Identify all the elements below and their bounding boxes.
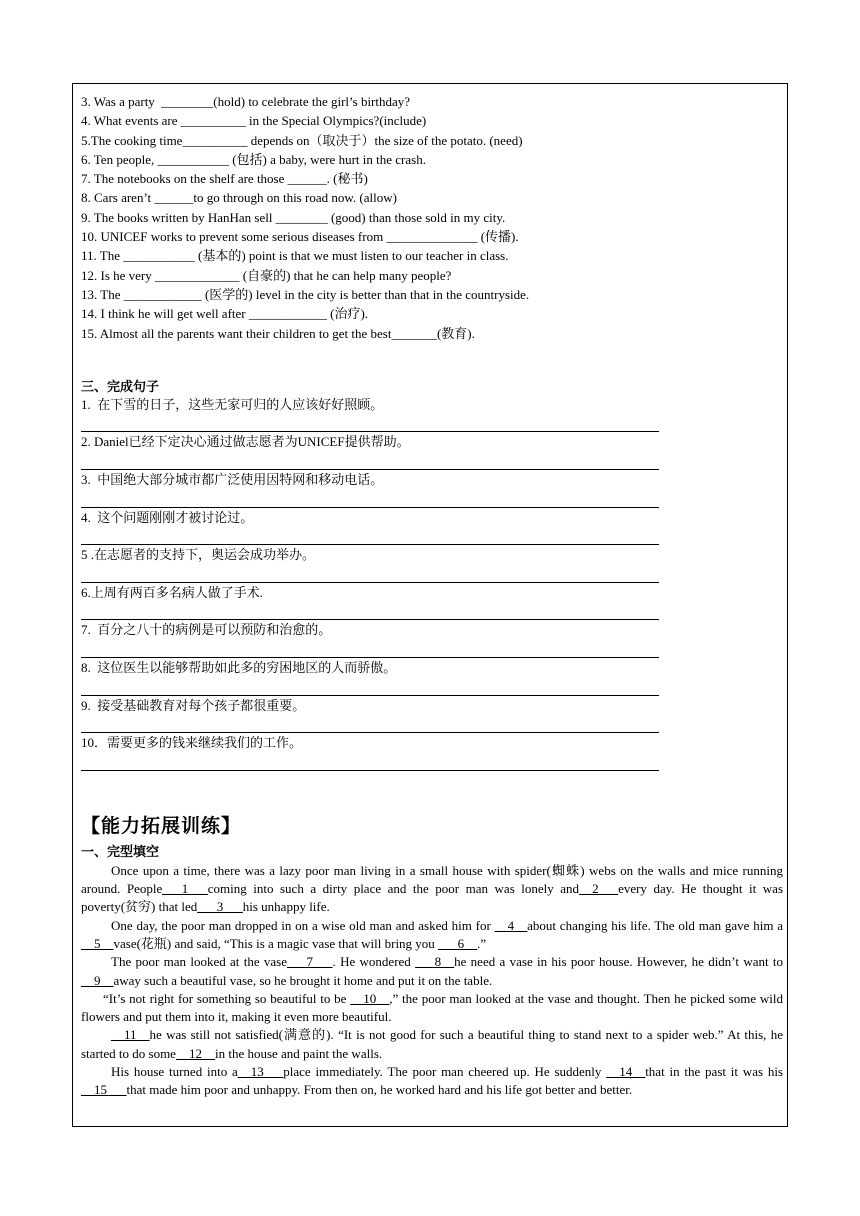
answer-line[interactable] [81, 715, 659, 733]
sentence-prompt: 1. 在下雪的日子，这些无家可归的人应该好好照顾。 [81, 396, 384, 412]
cloze-paragraph [81, 1026, 783, 1063]
sentence-prompt: 7. 百分之八十的病例是可以预防和治愈的。 [81, 622, 332, 638]
sentence-prompt: 10．需要更多的钱来继续我们的工作。 [81, 735, 303, 751]
passage-text: .” [477, 935, 487, 951]
passage-text: One day, the poor man dropped in on a wise old man and asked him for [111, 917, 495, 933]
worksheet-frame [72, 83, 788, 1127]
blank-13[interactable]: __13___ [237, 1064, 284, 1080]
blank-11[interactable]: __11__ [111, 1027, 150, 1043]
fill-in-item: 3. Was a party ________(hold) to celebrate the girl’s birthday? [81, 94, 411, 109]
blank-10[interactable]: __10__ [350, 990, 390, 1006]
fill-in-item: 7. The notebooks on the shelf are those ______. (秘书) [81, 171, 368, 187]
extension-title: 【能力拓展训练】 [81, 814, 242, 837]
answer-line[interactable] [81, 414, 659, 432]
answer-line[interactable] [81, 678, 659, 696]
fill-in-item: 4. What events are __________ in the Special Olympics?(include) [81, 113, 427, 129]
passage-text: every day. He thought it was poverty(贫穷) that led [81, 881, 783, 915]
answer-line[interactable] [81, 640, 659, 658]
passage-text: about changing his life. The old man gave him a [527, 917, 784, 933]
cloze-paragraph [81, 953, 783, 990]
passage-text: that made him poor and unhappy. From then on, he worked hard and his life got better and better. [126, 1082, 633, 1098]
passage-text: he need a vase in his poor house. However, he didn’t want to [454, 954, 784, 970]
blank-7[interactable]: ___7___ [287, 954, 333, 970]
fill-in-item: 6. Ten people, ___________ (包括) a baby, were hurt in the crash. [81, 151, 426, 167]
fill-in-item: 5.The cooking time__________ depends on（取决于）the size of the potato. (need) [81, 132, 523, 148]
passage-text: he was still not satisfied(满意的). “It is not good for such a beautiful thing to stand next to a spider web.” At this, he started to do some [81, 1027, 783, 1061]
passage-text: vase(花瓶) and said, “This is a magic vase that will bring you [113, 935, 439, 951]
sentence-list [81, 396, 783, 771]
sentence-prompt: 5 .在志愿者的支持下，奥运会成功举办。 [81, 547, 316, 563]
blank-9[interactable]: __9__ [81, 972, 114, 988]
fill-in-list [81, 92, 783, 343]
passage-text: “It’s not right for something so beautiful to be [103, 990, 351, 1006]
blank-3[interactable]: ___3___ [197, 899, 243, 915]
answer-line[interactable] [81, 602, 659, 620]
passage-text: place immediately. The poor man cheered up. He suddenly [283, 1064, 607, 1080]
passage-text: ,” the poor man looked at the vase and thought. Then he picked some wild flowers and put them into it, making it even more beautiful. [81, 990, 783, 1025]
sentence-prompt: 2. Daniel已经下定决心通过做志愿者为UNICEF提供帮助。 [81, 434, 410, 450]
answer-line[interactable] [81, 565, 659, 583]
sentence-prompt: 3. 中国绝大部分城市都广泛使用因特网和移动电话。 [81, 472, 384, 488]
blank-14[interactable]: __14__ [606, 1064, 646, 1080]
cloze-paragraph [81, 917, 783, 954]
cloze-paragraph [81, 1063, 783, 1100]
blank-12[interactable]: __12__ [175, 1045, 215, 1061]
blank-5[interactable]: __5__ [81, 935, 114, 951]
fill-in-item: 8. Cars aren’t ______to go through on this road now. (allow) [81, 190, 397, 206]
passage-text: Once upon a time, there was a lazy poor man living in a small house with spider(蜘蛛) webs on the walls and mice running around. People [81, 862, 783, 897]
sentence-prompt: 9. 接受基础教育对每个孩子都很重要。 [81, 697, 306, 713]
sentence-prompt: 8. 这位医生以能够帮助如此多的穷困地区的人而骄傲。 [81, 660, 397, 676]
passage-text: His house turned into a [111, 1064, 238, 1080]
answer-line[interactable] [81, 527, 659, 545]
passage-text: in the house and paint the walls. [214, 1045, 383, 1061]
blank-2[interactable]: __2___ [579, 881, 619, 897]
passage-text: that in the past it was his [645, 1064, 783, 1080]
answer-line[interactable] [81, 452, 659, 470]
cloze-passage [81, 862, 783, 1100]
passage-text: his unhappy life. [242, 899, 330, 915]
fill-in-item: 13. The ____________ (医学的) level in the city is better than that in the countryside. [81, 286, 530, 302]
cloze-paragraph [81, 862, 783, 917]
blank-1[interactable]: ___1___ [162, 881, 208, 897]
blank-15[interactable]: __15___ [81, 1082, 127, 1098]
blank-6[interactable]: ___6__ [438, 935, 478, 951]
blank-4[interactable]: __4__ [494, 917, 528, 933]
sentence-prompt: 4. 这个问题刚刚才被讨论过。 [81, 509, 254, 525]
blank-8[interactable]: ___8__ [415, 954, 455, 970]
section-title: 三、完成句子 [81, 378, 160, 394]
fill-in-item: 10. UNICEF works to prevent some serious diseases from ______________ (传播). [81, 229, 519, 245]
fill-in-item: 12. Is he very _____________ (自豪的) that he can help many people? [81, 267, 452, 283]
passage-text: The poor man looked at the vase [111, 954, 288, 970]
sentence-prompt: 6.上周有两百多名病人做了手术. [81, 584, 264, 600]
answer-line[interactable] [81, 490, 659, 508]
fill-in-item: 9. The books written by HanHan sell ________ (good) than those sold in my city. [81, 209, 506, 225]
fill-in-item: 15. Almost all the parents want their children to get the best_______(教育). [81, 325, 475, 341]
fill-in-item: 11. The ___________ (基本的) point is that we must listen to our teacher in class. [81, 248, 509, 264]
cloze-paragraph [81, 990, 783, 1027]
worksheet-content [81, 92, 783, 1100]
passage-text: . He wondered [332, 954, 416, 970]
passage-text: away such a beautiful vase, so he brought it home and put it on the table. [113, 972, 493, 988]
cloze-title: 一、完型填空 [81, 843, 160, 859]
answer-line[interactable] [81, 753, 659, 771]
fill-in-item: 14. I think he will get well after ____________ (治疗). [81, 306, 369, 322]
passage-text: coming into such a dirty place and the poor man was lonely and [207, 881, 580, 897]
